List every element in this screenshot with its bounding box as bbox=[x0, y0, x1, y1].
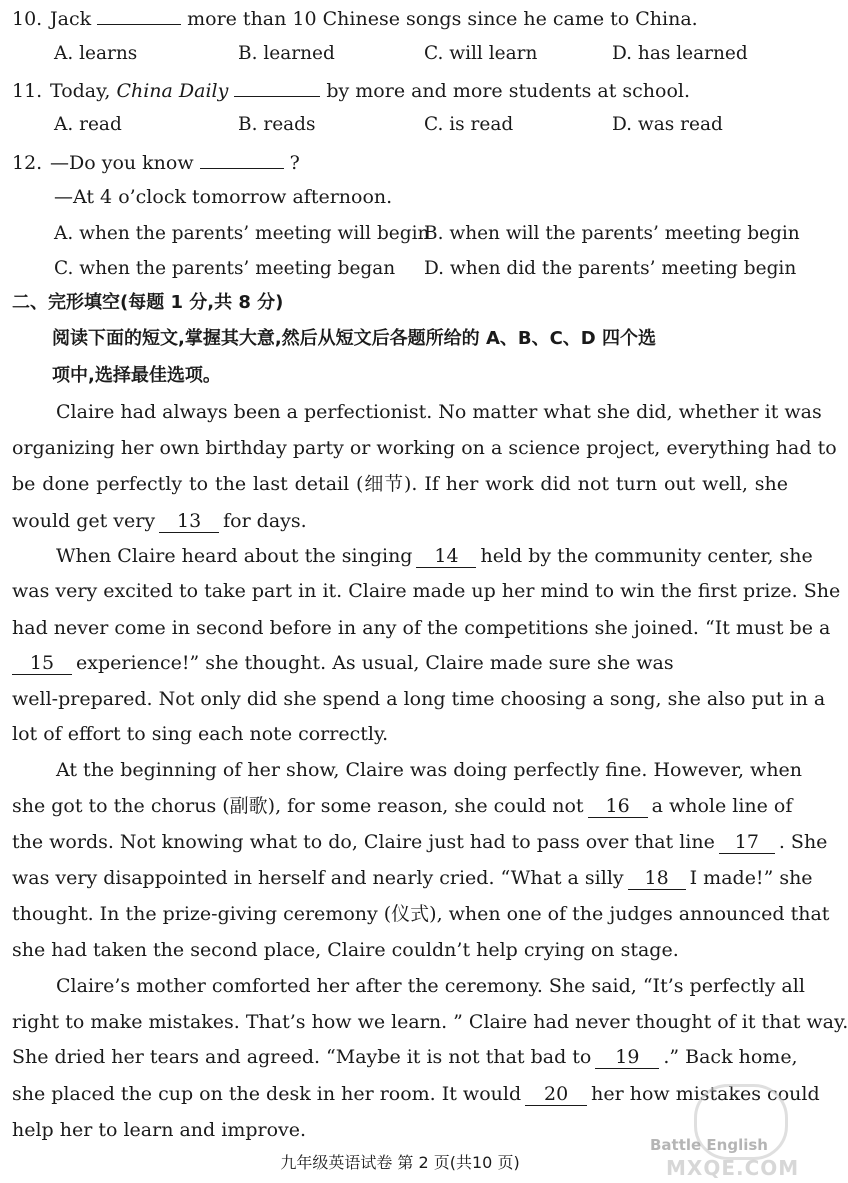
question-number: 12. bbox=[12, 152, 43, 174]
passage-text: her how mistakes could bbox=[591, 1083, 820, 1105]
option-a[interactable]: A. read bbox=[54, 114, 122, 135]
blank-13[interactable]: 13 bbox=[159, 510, 219, 533]
blank-18[interactable]: 18 bbox=[628, 867, 686, 890]
section-instruction: 项中,选择最佳选项。 bbox=[52, 365, 221, 386]
option-d[interactable]: D. was read bbox=[612, 114, 723, 135]
question-number: 11. bbox=[12, 80, 43, 102]
watermark-site: MXQE.COM bbox=[666, 1156, 800, 1180]
page-footer: 九年级英语试卷 第 2 页(共10 页) bbox=[280, 1153, 520, 1172]
passage-text: . She bbox=[778, 831, 828, 853]
blank-16[interactable]: 16 bbox=[588, 795, 648, 818]
passage-line bbox=[12, 864, 813, 892]
answer-blank[interactable] bbox=[97, 4, 181, 25]
stem-text: by more and more students at school. bbox=[326, 80, 691, 102]
passage-line bbox=[12, 649, 788, 677]
passage-text: held by the community center, she bbox=[480, 545, 813, 567]
question-number: 10. bbox=[12, 8, 43, 30]
passage-text: .” Back home, bbox=[663, 1046, 798, 1068]
passage-text: a whole line of bbox=[651, 795, 793, 817]
answer-blank[interactable] bbox=[200, 148, 284, 169]
passage-text: the words. Not knowing what to do, Claire just had to pass over that line bbox=[12, 831, 715, 853]
stem-text: ? bbox=[289, 152, 300, 174]
question-12-reply: —At 4 o’clock tomorrow afternoon. bbox=[54, 186, 393, 208]
section-instruction: 阅读下面的短文,掌握其大意,然后从短文后各题所给的 A、B、C、D 四个选 bbox=[52, 328, 657, 349]
watermark-brand: Battle English bbox=[650, 1136, 768, 1154]
passage-line bbox=[12, 507, 788, 535]
option-b[interactable]: B. when will the parents’ meeting begin bbox=[424, 223, 800, 244]
passage-line bbox=[12, 792, 793, 820]
option-d[interactable]: D. when did the parents’ meeting begin bbox=[424, 258, 797, 279]
passage-line bbox=[12, 1043, 798, 1071]
passage-line: be done perfectly to the last detail (细节). If her work did not turn out well, she bbox=[12, 473, 788, 495]
option-c[interactable]: C. when the parents’ meeting began bbox=[54, 258, 396, 279]
passage-line: right to make mistakes. That’s how we learn. ” Claire had never thought of it that way. bbox=[12, 1011, 848, 1033]
option-a[interactable]: A. learns bbox=[54, 43, 138, 64]
passage-line: well-prepared. Not only did she spend a long time choosing a song, she also put in a bbox=[12, 688, 826, 710]
question-12-options-row-1 bbox=[12, 220, 800, 248]
question-11-stem bbox=[12, 76, 788, 105]
passage-text: When Claire heard about the singing bbox=[56, 545, 413, 567]
question-10-options bbox=[12, 40, 788, 68]
stem-text: Today, bbox=[50, 80, 111, 102]
option-c[interactable]: C. is read bbox=[424, 114, 514, 135]
passage-line: organizing her own birthday party or working on a science project, everything had to bbox=[12, 437, 837, 459]
passage-line: Claire had always been a perfectionist. No matter what she did, whether it was bbox=[56, 401, 822, 423]
option-b[interactable]: B. learned bbox=[238, 43, 335, 64]
passage-line: she had taken the second place, Claire couldn’t help crying on stage. bbox=[12, 939, 679, 961]
passage-text: experience!” she thought. As usual, Claire made sure she was bbox=[76, 652, 674, 674]
question-12-options-row-2 bbox=[12, 255, 797, 283]
passage-line bbox=[12, 1080, 820, 1108]
passage-line: was very excited to take part in it. Claire made up her mind to win the first prize. She bbox=[12, 580, 841, 602]
passage-line: At the beginning of her show, Claire was doing perfectly fine. However, when bbox=[56, 759, 803, 781]
stem-text: more than 10 Chinese songs since he came to China. bbox=[187, 8, 698, 30]
passage-line: Claire’s mother comforted her after the ceremony. She said, “It’s perfectly all bbox=[56, 975, 805, 997]
passage-text: would get very bbox=[12, 510, 156, 532]
passage-line: had never come in second before in any of the competitions she joined. “It must be a bbox=[12, 617, 831, 639]
passage-line: lot of effort to sing each note correctly. bbox=[12, 723, 389, 745]
passage-text: I made!” she bbox=[689, 867, 813, 889]
newspaper-title: China Daily bbox=[116, 80, 229, 102]
passage-text: she got to the chorus (副歌), for some reason, she could not bbox=[12, 795, 584, 817]
passage-text: was very disappointed in herself and nearly cried. “What a silly bbox=[12, 867, 624, 889]
passage-text: She dried her tears and agreed. “Maybe it is not that bad to bbox=[12, 1046, 592, 1068]
stem-text: Jack bbox=[50, 8, 92, 30]
passage-line: thought. In the prize-giving ceremony (仪式), when one of the judges announced that bbox=[12, 903, 830, 925]
passage-text: she placed the cup on the desk in her room. It would bbox=[12, 1083, 522, 1105]
answer-blank[interactable] bbox=[234, 76, 320, 97]
passage-text: for days. bbox=[223, 510, 307, 532]
option-d[interactable]: D. has learned bbox=[612, 43, 748, 64]
passage-line: help her to learn and improve. bbox=[12, 1119, 307, 1141]
option-b[interactable]: B. reads bbox=[238, 114, 316, 135]
blank-15[interactable]: 15 bbox=[12, 652, 72, 675]
blank-17[interactable]: 17 bbox=[719, 831, 775, 854]
question-11-options bbox=[12, 111, 788, 139]
passage-line bbox=[56, 542, 813, 570]
blank-14[interactable]: 14 bbox=[416, 545, 476, 568]
section-title: 二、完形填空(每题 1 分,共 8 分) bbox=[12, 292, 284, 313]
passage-line bbox=[12, 828, 828, 856]
question-12-stem bbox=[12, 148, 788, 177]
option-c[interactable]: C. will learn bbox=[424, 43, 538, 64]
option-a[interactable]: A. when the parents’ meeting will begin bbox=[54, 223, 430, 244]
blank-20[interactable]: 20 bbox=[525, 1083, 587, 1106]
stem-text: —Do you know bbox=[50, 152, 194, 174]
blank-19[interactable]: 19 bbox=[595, 1046, 659, 1069]
question-10-stem bbox=[12, 4, 788, 33]
